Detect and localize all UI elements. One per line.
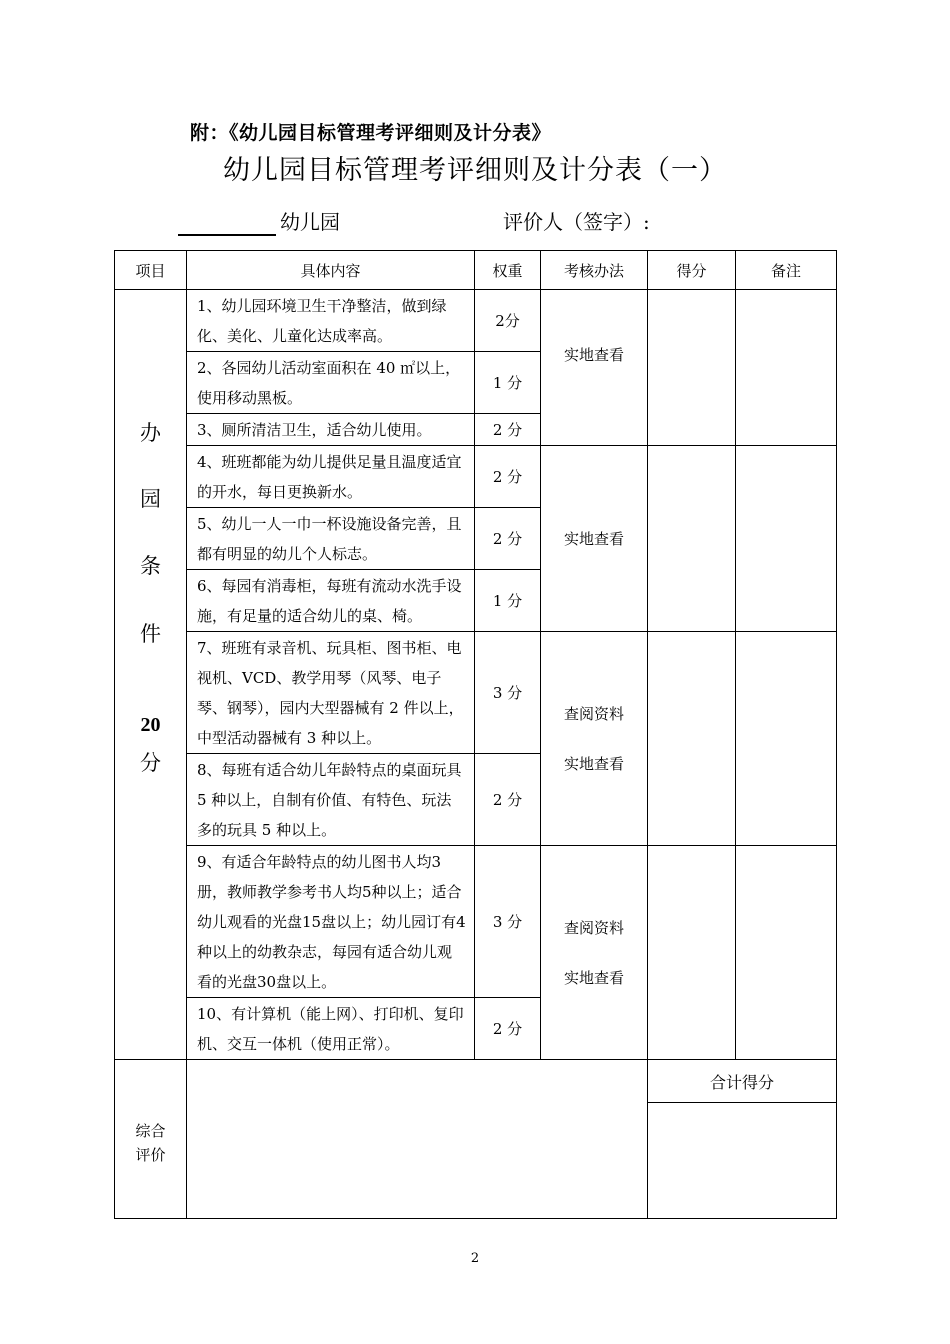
table-row [115, 846, 837, 998]
weight-cell: 3 分 [475, 632, 541, 754]
method-text: 查阅资料 [563, 704, 624, 723]
method-cell [541, 446, 648, 632]
weight-cell: 2 分 [475, 754, 541, 846]
method-text: 实地查看 [563, 968, 624, 987]
method-text: 实地查看 [563, 529, 624, 548]
method-text: 实地查看 [563, 346, 624, 364]
content-cell: 5、幼儿一人一巾一杯设施设备完善，且都有明显的幼儿个人标志。 [187, 508, 475, 570]
header-remarks: 备注 [736, 251, 837, 290]
summary-evaluation-area[interactable] [187, 1060, 648, 1219]
remarks-input-cell[interactable] [736, 846, 837, 1060]
total-score-input-cell[interactable] [648, 1103, 837, 1219]
content-cell: 6、每园有消毒柜，每班有流动水洗手设施，有足量的适合幼儿的桌、椅。 [187, 570, 475, 632]
table-row [115, 446, 837, 508]
content-cell: 9、有适合年龄特点的幼儿图书人均3册，教师教学参考书人均5种以上；适合幼儿观看的光盘15盘以上；幼儿园订有4种以上的幼教杂志，每园有适合幼儿观看的光盘30盘以上。 [187, 846, 475, 998]
content-cell: 1、幼儿园环境卫生干净整洁，做到绿化、美化、儿童化达成率高。 [187, 290, 475, 352]
total-score-label: 合计得分 [709, 1072, 774, 1092]
content-cell: 4、班班都能为幼儿提供足量且温度适宜的开水，每日更换新水。 [187, 446, 475, 508]
remarks-input-cell[interactable] [736, 632, 837, 846]
score-input-cell[interactable] [648, 446, 736, 632]
weight-cell: 2 分 [475, 414, 541, 446]
remarks-input-cell[interactable] [736, 446, 837, 632]
kindergarten-name-blank[interactable] [178, 234, 276, 236]
category-cell [115, 290, 187, 1060]
category-char: 件 [140, 622, 161, 646]
content-cell: 7、班班有录音机、玩具柜、图书柜、电视机、VCD、教学用琴（风琴、电子琴、钢琴），园内大型器械有 2 件以上，中型活动器械有 3 种以上。 [187, 632, 475, 754]
category-points: 20 [140, 714, 161, 736]
table-row [115, 632, 837, 754]
summary-label: 综合 [135, 1122, 166, 1140]
total-score-label-cell [648, 1060, 837, 1103]
summary-label-cell [115, 1060, 187, 1219]
kindergarten-label: 幼儿园 [280, 210, 340, 234]
header-weight: 权重 [475, 251, 541, 290]
attachment-title: 附：《幼儿园目标管理考评细则及计分表》 [190, 122, 552, 144]
weight-cell: 3 分 [475, 846, 541, 998]
weight-cell: 2 分 [475, 998, 541, 1060]
header-score: 得分 [648, 251, 736, 290]
method-cell [541, 846, 648, 1060]
content-cell: 8、每班有适合幼儿年龄特点的桌面玩具 5 种以上，自制有价值、有特色、玩法多的玩具 5 种以上。 [187, 754, 475, 846]
main-title: 幼儿园目标管理考评细则及计分表（一） [223, 155, 727, 186]
remarks-input-cell[interactable] [736, 290, 837, 446]
category-char: 条 [140, 554, 161, 578]
method-text: 实地查看 [563, 754, 624, 773]
category-char: 园 [140, 487, 161, 511]
evaluator-signature-label: 评价人（签字）: [503, 210, 650, 234]
method-text: 查阅资料 [563, 918, 624, 937]
weight-cell: 2 分 [475, 446, 541, 508]
content-cell: 10、有计算机（能上网）、打印机、复印机、交互一体机（使用正常）。 [187, 998, 475, 1060]
content-cell: 2、各园幼儿活动室面积在 40 ㎡以上，使用移动黑板。 [187, 352, 475, 414]
summary-label: 评价 [135, 1146, 166, 1164]
weight-cell: 2 分 [475, 508, 541, 570]
weight-cell: 2分 [475, 290, 541, 352]
header-content: 具体内容 [187, 251, 475, 290]
score-input-cell[interactable] [648, 290, 736, 446]
method-cell [541, 290, 648, 446]
header-method: 考核办法 [541, 251, 648, 290]
score-input-cell[interactable] [648, 632, 736, 846]
method-cell [541, 632, 648, 846]
table-row [115, 290, 837, 352]
weight-cell: 1 分 [475, 570, 541, 632]
summary-row [115, 1060, 837, 1103]
page-number: 2 [470, 1251, 480, 1266]
category-char: 办 [140, 421, 161, 445]
header-item: 项目 [115, 251, 187, 290]
table-header-row [115, 251, 837, 290]
score-input-cell[interactable] [648, 846, 736, 1060]
content-cell: 3、厕所清洁卫生，适合幼儿使用。 [187, 414, 475, 446]
category-points-unit: 分 [140, 751, 161, 775]
evaluation-table [114, 250, 837, 1219]
weight-cell: 1 分 [475, 352, 541, 414]
